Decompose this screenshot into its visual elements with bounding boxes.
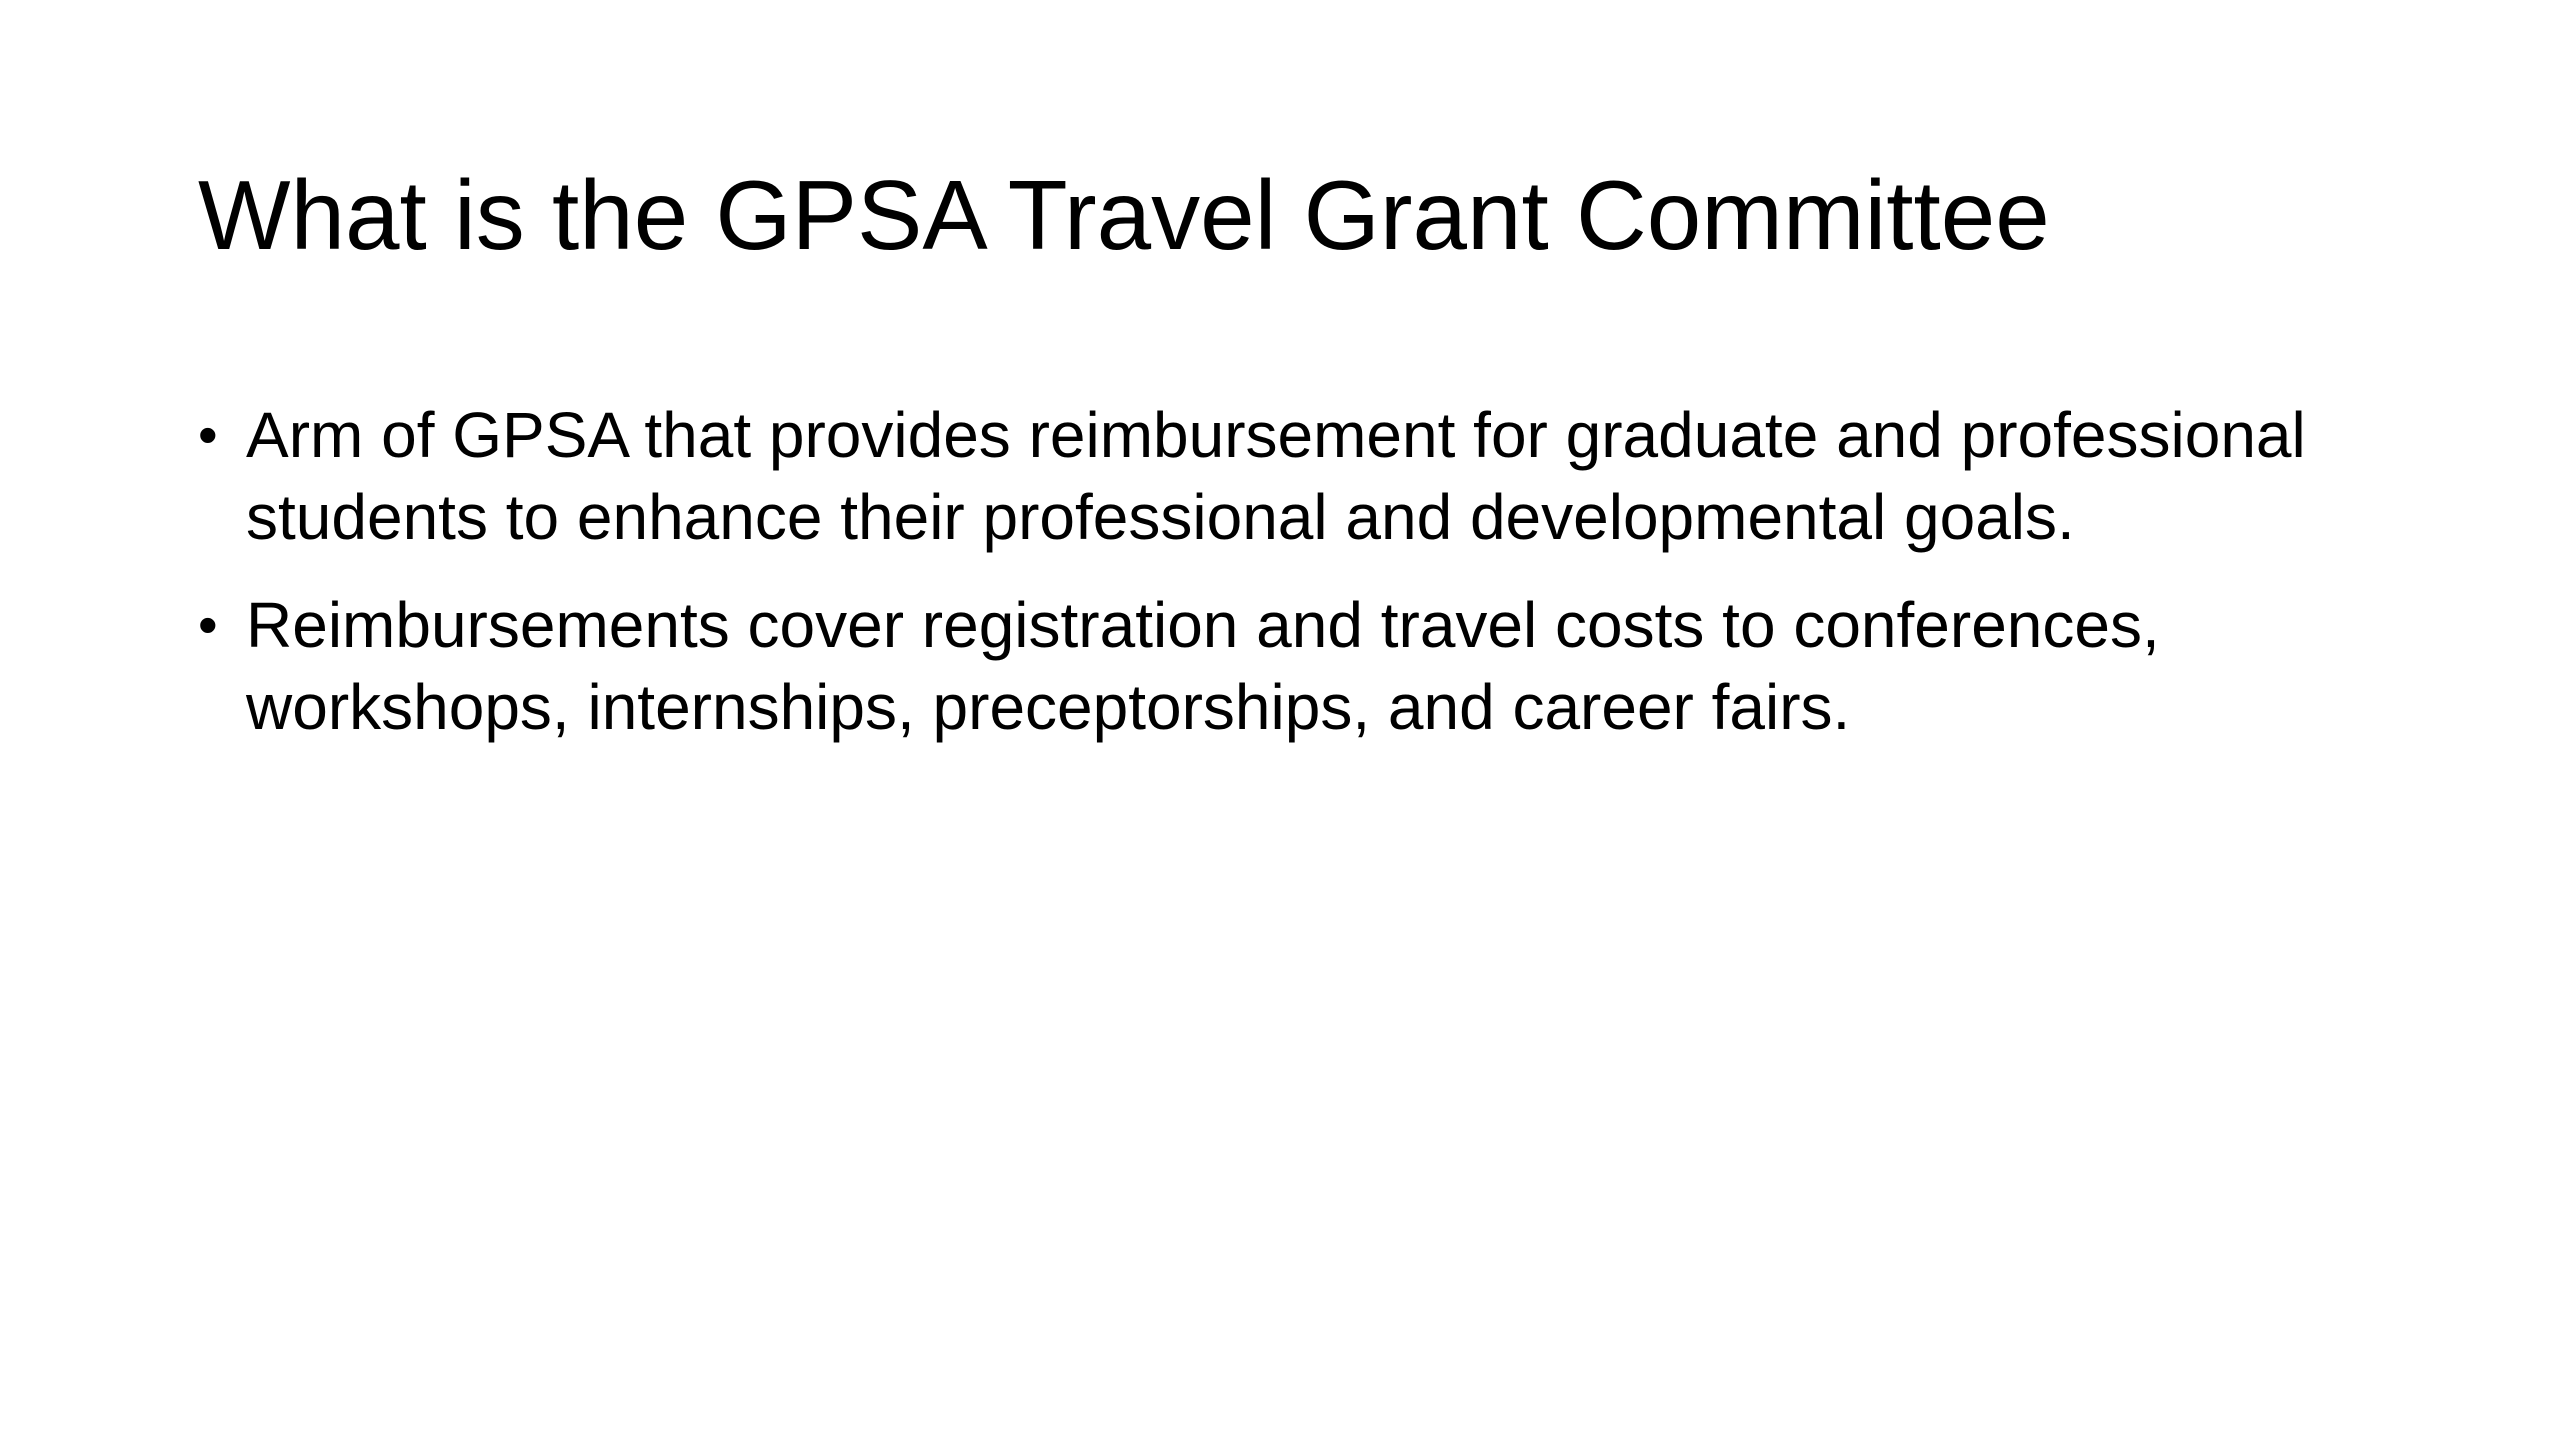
bullet-text: Arm of GPSA that provides reimbursement for graduate and professional students to enhance their professional and developmental goals.: [246, 399, 2306, 553]
bullet-item: [198, 584, 2398, 748]
bullet-dot-icon: •: [198, 403, 218, 466]
slide-title: What is the GPSA Travel Grant Committee: [198, 160, 2050, 270]
bullet-item: [198, 394, 2398, 558]
bullet-text: Reimbursements cover registration and travel costs to conferences, workshops, internships, preceptorships, and career fairs.: [246, 589, 2160, 743]
bullet-list: [198, 394, 2398, 774]
bullet-dot-icon: •: [198, 593, 218, 656]
